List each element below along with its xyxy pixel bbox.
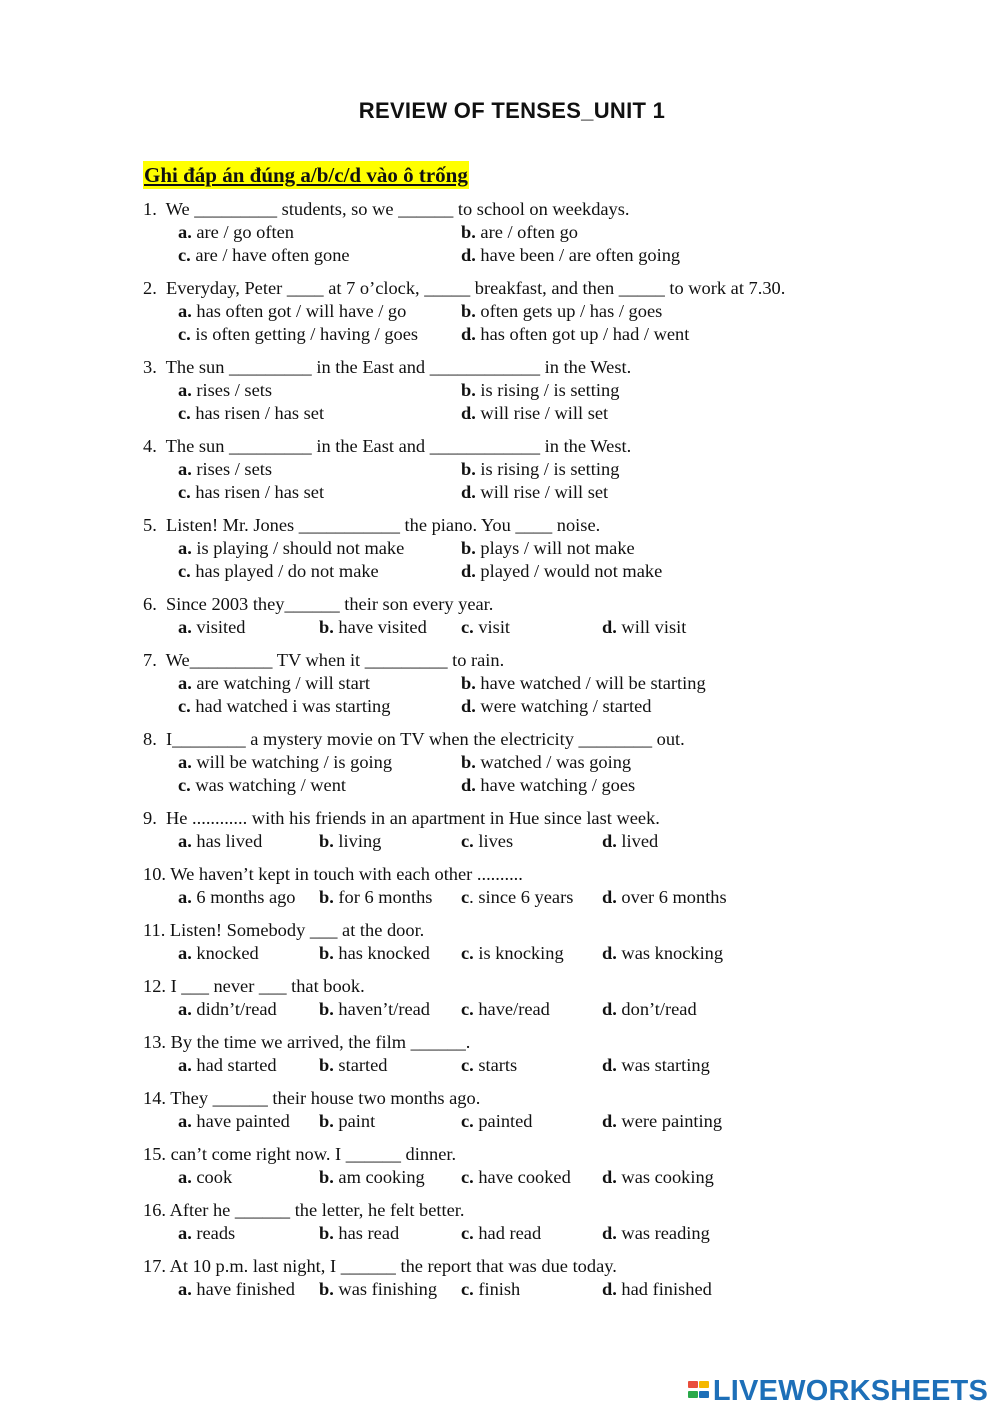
option-c[interactable]	[461, 1222, 541, 1245]
option-letter: c	[461, 887, 470, 907]
option-letter: d.	[602, 1111, 617, 1131]
option-letter: b.	[461, 222, 476, 242]
option-letter: c.	[461, 617, 474, 637]
option-text: will be watching / is going	[191, 752, 393, 772]
option-text: didn’t/read	[191, 999, 277, 1019]
option-text: reads	[191, 1223, 236, 1243]
option-c[interactable]	[178, 560, 379, 583]
option-letter: a.	[178, 999, 192, 1019]
option-letter: b.	[461, 301, 476, 321]
option-letter: b.	[319, 887, 334, 907]
option-c[interactable]	[461, 616, 510, 639]
option-text: will rise / will set	[475, 482, 609, 502]
option-b[interactable]	[319, 1166, 425, 1189]
option-c[interactable]	[461, 886, 573, 909]
option-c[interactable]	[178, 774, 346, 797]
option-text: started	[333, 1055, 388, 1075]
option-letter: d.	[602, 943, 617, 963]
option-row	[143, 1054, 983, 1077]
logo-mark-block	[688, 1381, 698, 1388]
option-a[interactable]	[178, 221, 294, 244]
question-stem: 15. can’t come right now. I ______ dinner.	[143, 1144, 457, 1164]
option-b[interactable]	[319, 998, 430, 1021]
option-b[interactable]	[319, 616, 427, 639]
option-text: was knocking	[616, 943, 724, 963]
option-text: 6 months ago	[191, 887, 296, 907]
option-text: are watching / will start	[191, 673, 371, 693]
option-letter: d.	[602, 1055, 617, 1075]
option-letter: b.	[319, 1223, 334, 1243]
option-text: have finished	[191, 1279, 295, 1299]
option-letter: c.	[178, 482, 191, 502]
option-d[interactable]	[461, 695, 652, 718]
question-stem: 12. I ___ never ___ that book.	[143, 976, 365, 996]
option-a[interactable]	[178, 1278, 295, 1301]
option-text: has risen / has set	[190, 482, 325, 502]
option-letter: c.	[461, 1111, 474, 1131]
option-d[interactable]	[602, 1222, 710, 1245]
option-letter: b.	[319, 1055, 334, 1075]
option-c[interactable]	[461, 1110, 533, 1133]
option-text: lives	[473, 831, 514, 851]
logo-mark-block	[699, 1381, 709, 1388]
question-list	[143, 198, 983, 1311]
option-letter: b.	[461, 380, 476, 400]
option-letter: b.	[461, 752, 476, 772]
option-a[interactable]	[178, 998, 277, 1021]
option-text: paint	[333, 1111, 376, 1131]
option-letter: d.	[602, 617, 617, 637]
question-stem: 13. By the time we arrived, the film ______.	[143, 1032, 471, 1052]
option-a[interactable]	[178, 537, 404, 560]
option-letter: a.	[178, 617, 192, 637]
option-row	[143, 379, 983, 402]
option-letter: c.	[178, 561, 191, 581]
option-row	[143, 402, 983, 425]
option-text: is often getting / having / goes	[190, 324, 419, 344]
option-letter: d.	[461, 775, 476, 795]
option-letter: c.	[461, 999, 474, 1019]
option-row	[143, 221, 983, 244]
option-row	[143, 1222, 983, 1245]
question-15	[143, 1143, 983, 1189]
option-letter: c.	[461, 1055, 474, 1075]
option-letter: a.	[178, 752, 192, 772]
option-text: had read	[473, 1223, 542, 1243]
option-text: are / go often	[191, 222, 294, 242]
option-c[interactable]	[178, 402, 324, 425]
option-text: are / often go	[475, 222, 578, 242]
question-stem: 14. They ______ their house two months ago.	[143, 1088, 481, 1108]
option-letter: a.	[178, 222, 192, 242]
option-letter: d.	[461, 482, 476, 502]
question-4	[143, 435, 983, 504]
option-b[interactable]	[461, 751, 631, 774]
option-letter: a.	[178, 943, 192, 963]
option-letter: d.	[461, 696, 476, 716]
option-letter: c.	[178, 696, 191, 716]
option-text: haven’t/read	[333, 999, 430, 1019]
option-letter: b.	[461, 673, 476, 693]
question-stem: 4. The sun _________ in the East and ____________ in the West.	[143, 436, 632, 456]
question-2	[143, 277, 983, 346]
option-d[interactable]	[461, 481, 608, 504]
option-d[interactable]	[602, 830, 658, 853]
option-b[interactable]	[319, 1222, 399, 1245]
question-stem: 16. After he ______ the letter, he felt better.	[143, 1200, 465, 1220]
option-text: have visited	[333, 617, 427, 637]
option-letter: b.	[319, 1167, 334, 1187]
option-text: is knocking	[473, 943, 564, 963]
option-text: visit	[473, 617, 511, 637]
option-letter: b.	[319, 831, 334, 851]
option-text: cook	[191, 1167, 233, 1187]
question-13	[143, 1031, 983, 1077]
option-text: played / would not make	[475, 561, 663, 581]
option-letter: d.	[602, 999, 617, 1019]
question-stem: 8. I________ a mystery movie on TV when the electricity ________ out.	[143, 729, 685, 749]
option-d[interactable]	[602, 1054, 710, 1077]
option-row	[143, 942, 983, 965]
option-row	[143, 1166, 983, 1189]
option-text: have watched / will be starting	[475, 673, 706, 693]
option-b[interactable]	[461, 300, 662, 323]
option-text: was starting	[616, 1055, 710, 1075]
option-d[interactable]	[602, 942, 723, 965]
question-7	[143, 649, 983, 718]
option-text: starts	[473, 1055, 518, 1075]
option-row	[143, 886, 983, 909]
option-text: was watching / went	[190, 775, 347, 795]
option-row	[143, 244, 983, 267]
question-6	[143, 593, 983, 639]
option-d[interactable]	[602, 616, 686, 639]
option-text: often gets up / has / goes	[475, 301, 663, 321]
option-text: plays / will not make	[475, 538, 635, 558]
option-row	[143, 537, 983, 560]
option-a[interactable]	[178, 616, 245, 639]
option-b[interactable]	[319, 1054, 387, 1077]
option-letter: a.	[178, 301, 192, 321]
option-text: has risen / has set	[190, 403, 325, 423]
option-letter: a.	[178, 673, 192, 693]
instruction-heading: Ghi đáp án đúng a/b/c/d vào ô trống	[144, 163, 468, 187]
option-letter: d.	[602, 1167, 617, 1187]
option-row	[143, 830, 983, 853]
option-text: knocked	[191, 943, 259, 963]
option-letter: d.	[602, 887, 617, 907]
option-row	[143, 300, 983, 323]
option-letter: a.	[178, 1111, 192, 1131]
option-d[interactable]	[602, 1110, 722, 1133]
option-a[interactable]	[178, 751, 392, 774]
question-9	[143, 807, 983, 853]
option-text: have painted	[191, 1111, 290, 1131]
question-stem: 5. Listen! Mr. Jones ___________ the piano. You ____ noise.	[143, 515, 601, 535]
option-letter: a.	[178, 1223, 192, 1243]
option-letter: d.	[602, 831, 617, 851]
option-text: . since 6 years	[469, 887, 574, 907]
option-a[interactable]	[178, 300, 406, 323]
option-d[interactable]	[602, 886, 727, 909]
option-letter: a.	[178, 1167, 192, 1187]
option-letter: b.	[319, 617, 334, 637]
option-text: for 6 months	[333, 887, 433, 907]
option-a[interactable]	[178, 1054, 277, 1077]
option-letter: d.	[461, 561, 476, 581]
option-text: has often got / will have / go	[191, 301, 407, 321]
option-row	[143, 774, 983, 797]
question-5	[143, 514, 983, 583]
option-text: has knocked	[333, 943, 430, 963]
option-text: are / have often gone	[190, 245, 350, 265]
option-letter: b.	[319, 1279, 334, 1299]
option-text: living	[333, 831, 382, 851]
question-stem: 6. Since 2003 they______ their son every year.	[143, 594, 494, 614]
option-a[interactable]	[178, 1166, 232, 1189]
option-text: painted	[473, 1111, 533, 1131]
question-12	[143, 975, 983, 1021]
option-text: has lived	[191, 831, 263, 851]
option-a[interactable]	[178, 942, 259, 965]
option-letter: d.	[461, 245, 476, 265]
option-c[interactable]	[461, 830, 513, 853]
option-text: have cooked	[473, 1167, 571, 1187]
option-d[interactable]	[461, 774, 635, 797]
option-a[interactable]	[178, 830, 262, 853]
option-text: was cooking	[616, 1167, 714, 1187]
option-text: had started	[191, 1055, 277, 1075]
option-row	[143, 323, 983, 346]
option-b[interactable]	[319, 886, 432, 909]
option-row	[143, 616, 983, 639]
option-a[interactable]	[178, 1110, 290, 1133]
option-text: am cooking	[333, 1167, 425, 1187]
option-text: finish	[473, 1279, 521, 1299]
option-b[interactable]	[461, 458, 619, 481]
logo-mark-block	[688, 1391, 698, 1398]
option-text: was finishing	[333, 1279, 438, 1299]
option-row	[143, 695, 983, 718]
question-stem: 7. We_________ TV when it _________ to rain.	[143, 650, 505, 670]
option-row	[143, 1110, 983, 1133]
liveworksheets-logo	[688, 1375, 988, 1407]
option-letter: a.	[178, 1055, 192, 1075]
option-letter: c.	[178, 403, 191, 423]
option-b[interactable]	[461, 672, 706, 695]
option-text: has read	[333, 1223, 400, 1243]
option-c[interactable]	[461, 1166, 571, 1189]
option-letter: d.	[602, 1223, 617, 1243]
option-b[interactable]	[319, 1110, 375, 1133]
option-text: had finished	[616, 1279, 712, 1299]
option-letter: b.	[461, 538, 476, 558]
option-b[interactable]	[461, 221, 578, 244]
option-d[interactable]	[461, 560, 662, 583]
option-letter: c.	[178, 245, 191, 265]
option-text: rises / sets	[191, 380, 272, 400]
question-stem: 3. The sun _________ in the East and ____________ in the West.	[143, 357, 632, 377]
question-stem: 10. We haven’t kept in touch with each other ..........	[143, 864, 523, 884]
question-3	[143, 356, 983, 425]
page-title: REVIEW OF TENSES_UNIT 1	[358, 98, 666, 123]
option-b[interactable]	[319, 1278, 437, 1301]
option-d[interactable]	[602, 1278, 712, 1301]
option-letter: c.	[461, 943, 474, 963]
option-row	[143, 751, 983, 774]
option-letter: b.	[319, 1111, 334, 1131]
option-text: has played / do not make	[190, 561, 379, 581]
option-text: rises / sets	[191, 459, 272, 479]
option-text: over 6 months	[616, 887, 727, 907]
liveworksheets-mark-icon	[688, 1379, 710, 1403]
option-text: have been / are often going	[475, 245, 681, 265]
option-letter: a.	[178, 380, 192, 400]
option-letter: b.	[461, 459, 476, 479]
option-b[interactable]	[319, 942, 430, 965]
option-text: visited	[191, 617, 246, 637]
question-stem: 2. Everyday, Peter ____ at 7 o’clock, _____ breakfast, and then _____ to work at 7.30.	[143, 278, 786, 298]
option-letter: d.	[461, 403, 476, 423]
option-d[interactable]	[602, 1166, 714, 1189]
option-letter: c.	[461, 831, 474, 851]
option-a[interactable]	[178, 379, 272, 402]
logo-text: LIVEWORKSHEETS	[712, 1374, 988, 1407]
option-a[interactable]	[178, 1222, 235, 1245]
option-letter: c.	[178, 775, 191, 795]
option-letter: a.	[178, 459, 192, 479]
option-letter: d.	[461, 324, 476, 344]
option-letter: d.	[602, 1279, 617, 1299]
option-b[interactable]	[461, 537, 635, 560]
option-row	[143, 998, 983, 1021]
question-11	[143, 919, 983, 965]
option-letter: a.	[178, 887, 192, 907]
option-text: don’t/read	[616, 999, 697, 1019]
option-d[interactable]	[461, 323, 689, 346]
question-stem: 17. At 10 p.m. last night, I ______ the report that was due today.	[143, 1256, 617, 1276]
option-d[interactable]	[461, 402, 608, 425]
option-text: were painting	[616, 1111, 723, 1131]
option-text: will rise / will set	[475, 403, 609, 423]
question-stem: 1. We _________ students, so we ______ to school on weekdays.	[143, 199, 630, 219]
question-14	[143, 1087, 983, 1133]
option-b[interactable]	[461, 379, 619, 402]
option-row	[143, 458, 983, 481]
option-letter: a.	[178, 831, 192, 851]
option-text: is rising / is setting	[475, 380, 620, 400]
question-16	[143, 1199, 983, 1245]
option-c[interactable]	[461, 1278, 520, 1301]
option-text: had watched i was starting	[190, 696, 391, 716]
option-d[interactable]	[461, 244, 680, 267]
option-a[interactable]	[178, 458, 272, 481]
option-c[interactable]	[461, 942, 564, 965]
option-letter: c.	[461, 1279, 474, 1299]
option-letter: c.	[461, 1167, 474, 1187]
question-17	[143, 1255, 983, 1301]
option-c[interactable]	[178, 481, 324, 504]
option-text: have watching / goes	[475, 775, 636, 795]
option-letter: c.	[178, 324, 191, 344]
question-8	[143, 728, 983, 797]
option-a[interactable]	[178, 672, 370, 695]
option-text: will visit	[616, 617, 687, 637]
option-row	[143, 672, 983, 695]
question-stem: 9. He ............ with his friends in an apartment in Hue since last week.	[143, 808, 660, 828]
option-text: watched / was going	[475, 752, 632, 772]
question-1	[143, 198, 983, 267]
option-c[interactable]	[178, 323, 418, 346]
option-text: is rising / is setting	[475, 459, 620, 479]
option-text: lived	[616, 831, 659, 851]
option-c[interactable]	[461, 1054, 517, 1077]
option-b[interactable]	[319, 830, 381, 853]
option-a[interactable]	[178, 886, 296, 909]
logo-mark-block	[699, 1391, 709, 1398]
option-letter: a.	[178, 1279, 192, 1299]
option-c[interactable]	[178, 244, 350, 267]
option-letter: c.	[461, 1223, 474, 1243]
option-row	[143, 1278, 983, 1301]
option-c[interactable]	[461, 998, 550, 1021]
option-letter: b.	[319, 943, 334, 963]
question-10	[143, 863, 983, 909]
option-text: were watching / started	[475, 696, 652, 716]
option-c[interactable]	[178, 695, 390, 718]
option-letter: b.	[319, 999, 334, 1019]
option-text: have/read	[473, 999, 550, 1019]
option-letter: a.	[178, 538, 192, 558]
option-d[interactable]	[602, 998, 697, 1021]
question-stem: 11. Listen! Somebody ___ at the door.	[143, 920, 425, 940]
option-row	[143, 481, 983, 504]
option-text: has often got up / had / went	[475, 324, 690, 344]
option-row	[143, 560, 983, 583]
option-text: was reading	[616, 1223, 710, 1243]
option-text: is playing / should not make	[191, 538, 405, 558]
